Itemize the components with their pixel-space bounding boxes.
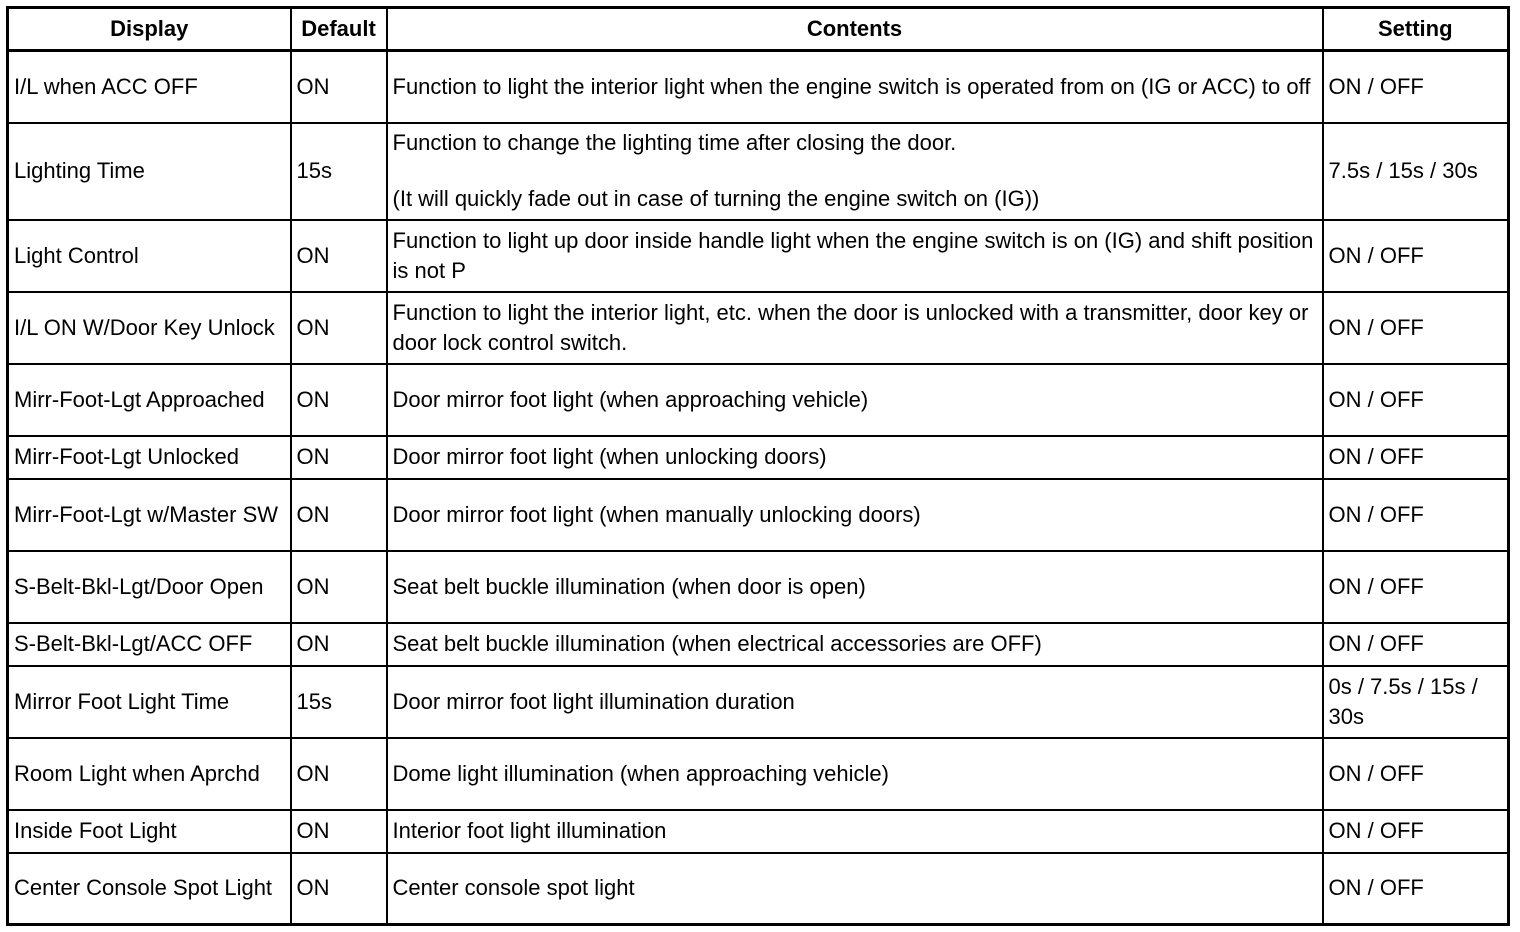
default-cell: ON [291, 738, 387, 810]
default-cell: ON [291, 623, 387, 666]
default-cell: ON [291, 551, 387, 623]
table-row [8, 738, 1509, 810]
default-cell: ON [291, 436, 387, 479]
display-cell: Mirr-Foot-Lgt Approached [8, 364, 291, 436]
contents-paragraph: Function to light the interior light when the engine switch is operated from on (IG or ACC) to off [392, 73, 1311, 99]
display-cell: Light Control [8, 220, 291, 292]
setting-cell: ON / OFF [1323, 853, 1509, 925]
table-row [8, 479, 1509, 551]
contents-paragraph: Door mirror foot light illumination duration [392, 688, 795, 714]
contents-paragraph: Door mirror foot light (when unlocking doors) [392, 444, 827, 469]
setting-cell: ON / OFF [1323, 436, 1509, 479]
contents-paragraph: Function to change the lighting time after closing the door. [392, 130, 957, 155]
default-cell: ON [291, 292, 387, 364]
display-cell: Mirror Foot Light Time [8, 666, 291, 738]
display-cell: S-Belt-Bkl-Lgt/ACC OFF [8, 623, 291, 666]
table-row [8, 810, 1509, 853]
setting-cell: ON / OFF [1323, 292, 1509, 364]
contents-cell [387, 479, 1323, 551]
header-display: Display [8, 8, 291, 51]
contents-cell [387, 123, 1323, 220]
default-cell: ON [291, 364, 387, 436]
table-row [8, 436, 1509, 479]
display-cell: I/L when ACC OFF [8, 51, 291, 123]
display-cell: Mirr-Foot-Lgt Unlocked [8, 436, 291, 479]
display-cell: Inside Foot Light [8, 810, 291, 853]
setting-cell: ON / OFF [1323, 364, 1509, 436]
header-default: Default [291, 8, 387, 51]
table-row [8, 123, 1509, 220]
setting-cell: ON / OFF [1323, 220, 1509, 292]
display-cell: Center Console Spot Light [8, 853, 291, 925]
table-header-row [8, 8, 1509, 51]
contents-paragraph: Dome light illumination (when approaching vehicle) [392, 760, 889, 786]
contents-paragraph: Seat belt buckle illumination (when door is open) [392, 573, 866, 599]
contents-cell [387, 51, 1323, 123]
setting-cell: ON / OFF [1323, 810, 1509, 853]
contents-paragraph: Function to light the interior light, etc. when the door is unlocked with a transmitter, door key or door lock control switch. [392, 299, 1309, 355]
contents-cell [387, 292, 1323, 364]
contents-cell [387, 666, 1323, 738]
display-cell: Lighting Time [8, 123, 291, 220]
settings-table [6, 6, 1510, 926]
contents-cell [387, 738, 1323, 810]
table-row [8, 551, 1509, 623]
setting-cell: ON / OFF [1323, 738, 1509, 810]
display-cell: Mirr-Foot-Lgt w/Master SW [8, 479, 291, 551]
setting-cell: ON / OFF [1323, 479, 1509, 551]
contents-paragraph: Door mirror foot light (when manually unlocking doors) [392, 501, 921, 527]
contents-cell [387, 436, 1323, 479]
setting-cell: ON / OFF [1323, 51, 1509, 123]
contents-paragraph: Function to light up door inside handle light when the engine switch is on (IG) and shift position is not P [392, 227, 1314, 283]
contents-cell [387, 220, 1323, 292]
contents-paragraph: (It will quickly fade out in case of turning the engine switch on (IG)) [392, 186, 1040, 211]
table-row [8, 666, 1509, 738]
setting-cell: ON / OFF [1323, 551, 1509, 623]
table-row [8, 292, 1509, 364]
table-row [8, 853, 1509, 925]
default-cell: ON [291, 810, 387, 853]
default-cell: 15s [291, 123, 387, 220]
table-row [8, 364, 1509, 436]
header-contents: Contents [387, 8, 1323, 51]
contents-paragraph: Seat belt buckle illumination (when electrical accessories are OFF) [392, 631, 1042, 656]
setting-cell: 7.5s / 15s / 30s [1323, 123, 1509, 220]
contents-cell [387, 364, 1323, 436]
default-cell: 15s [291, 666, 387, 738]
table-body [8, 51, 1509, 925]
default-cell: ON [291, 853, 387, 925]
table-row [8, 623, 1509, 666]
contents-paragraph: Door mirror foot light (when approaching vehicle) [392, 386, 869, 412]
setting-cell: 0s / 7.5s / 15s / 30s [1323, 666, 1509, 738]
contents-cell [387, 551, 1323, 623]
default-cell: ON [291, 479, 387, 551]
default-cell: ON [291, 51, 387, 123]
contents-cell [387, 853, 1323, 925]
table-row [8, 220, 1509, 292]
contents-paragraph: Center console spot light [392, 875, 635, 901]
contents-paragraph: Interior foot light illumination [392, 818, 667, 843]
display-cell: Room Light when Aprchd [8, 738, 291, 810]
setting-cell: ON / OFF [1323, 623, 1509, 666]
default-cell: ON [291, 220, 387, 292]
contents-cell [387, 810, 1323, 853]
display-cell: I/L ON W/Door Key Unlock [8, 292, 291, 364]
header-setting: Setting [1323, 8, 1509, 51]
contents-cell [387, 623, 1323, 666]
display-cell: S-Belt-Bkl-Lgt/Door Open [8, 551, 291, 623]
table-row [8, 51, 1509, 123]
